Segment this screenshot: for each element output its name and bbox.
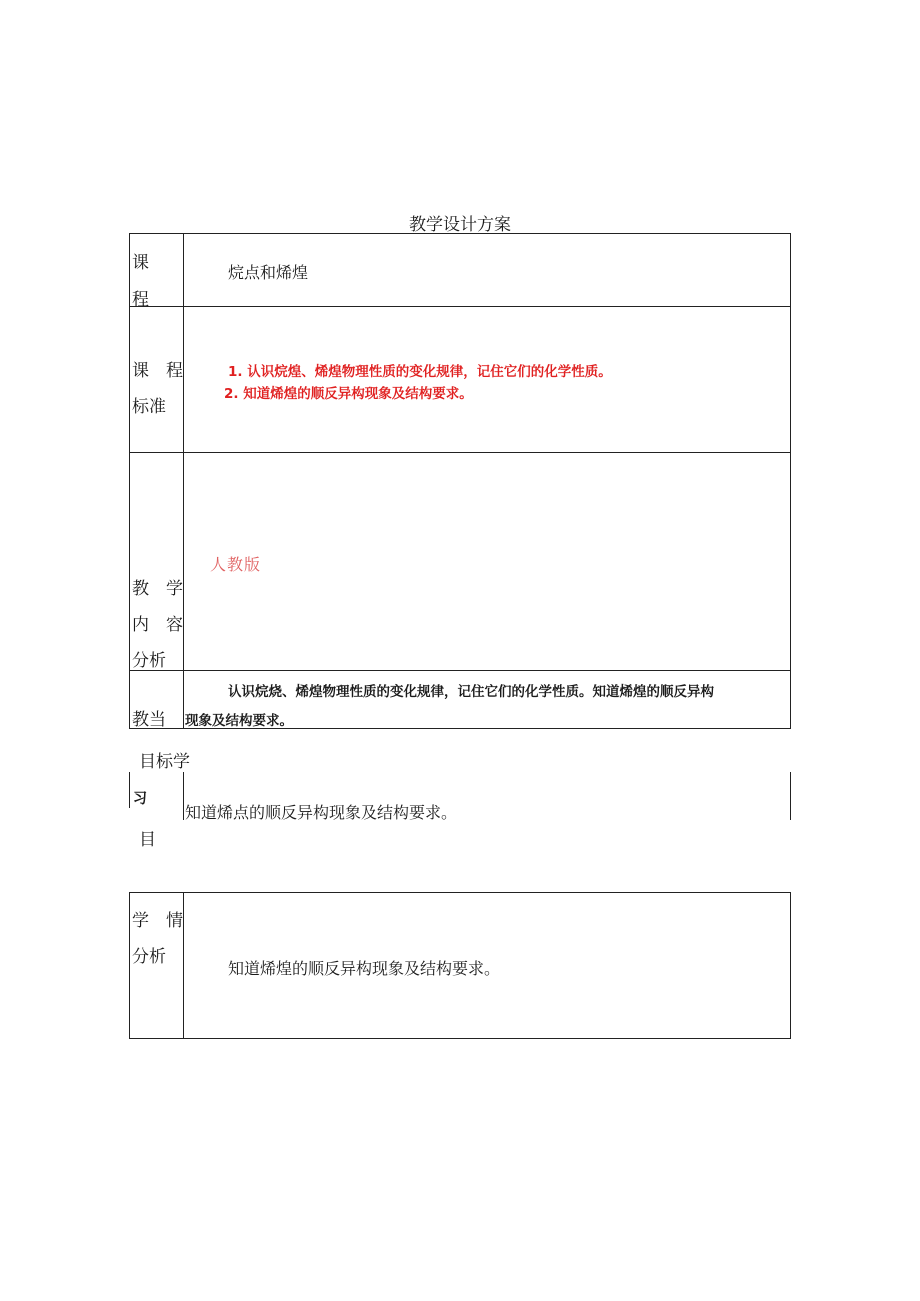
goal-column-divider <box>183 772 184 820</box>
content-label-line3: 分析 <box>132 651 166 671</box>
content-label-char3: 内 <box>132 615 149 635</box>
goal-left-border <box>129 772 130 808</box>
teaching-text-line2: 现象及结构要求。 <box>185 713 293 729</box>
row-divider <box>129 306 791 307</box>
teaching-text-line1: 认识烷烧、烯煌物理性质的变化规律，记住它们的化学性质。知道烯煌的顺反异构 <box>228 684 714 700</box>
standard-item: 1. 认识烷煌、烯煌物理性质的变化规律，记住它们的化学性质。 <box>228 364 612 380</box>
row-divider <box>129 670 791 671</box>
course-name: 烷点和烯煌 <box>228 263 309 282</box>
course-label-line1: 课 <box>132 253 149 273</box>
course-label-line2: 程 <box>132 290 149 310</box>
learning-goal-label-mid: 习 <box>133 791 147 807</box>
textbook-edition: 人教版 <box>210 555 262 574</box>
teaching-label: 教当 <box>132 710 166 730</box>
student-column-divider <box>183 892 184 1039</box>
main-table <box>129 233 791 729</box>
learning-goal-label-bottom: 目 <box>139 830 156 850</box>
student-label-char1: 学 <box>132 911 149 931</box>
goal-right-border <box>790 772 791 820</box>
row-divider <box>129 452 791 453</box>
standard-item: 2. 知道烯煌的顺反异构现象及结构要求。 <box>224 386 473 402</box>
document-title: 教学设计方案 <box>409 215 511 235</box>
student-analysis-text: 知道烯煌的顺反异构现象及结构要求。 <box>228 959 501 978</box>
standard-label-line2: 标准 <box>132 397 166 417</box>
content-label-char1: 教 <box>132 579 149 599</box>
learning-goal-text: 知道烯点的顺反异构现象及结构要求。 <box>185 803 458 822</box>
student-label-line2: 分析 <box>132 947 166 967</box>
learning-goal-label-top: 目标学 <box>139 752 190 772</box>
standard-label-char1: 课 <box>132 361 149 381</box>
content-label-char4: 容 <box>166 615 183 635</box>
content-label-char2: 学 <box>166 579 183 599</box>
student-label-char2: 情 <box>166 911 183 931</box>
standard-label-char2: 程 <box>166 361 183 381</box>
table-column-divider <box>183 233 184 729</box>
